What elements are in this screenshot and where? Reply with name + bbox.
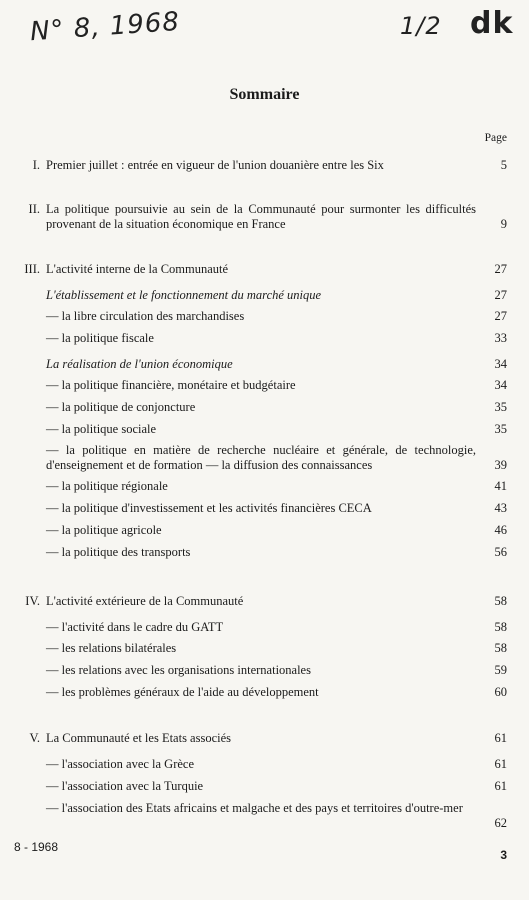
toc-text: — la politique en matière de recherche nucléaire et générale, de technologie, d'enseignement et de formation — la diffusion des connaissances: [46, 443, 476, 472]
toc-page: 61: [494, 757, 507, 771]
handwritten-fraction: 1/2: [400, 12, 442, 40]
toc-number: IV.: [25, 594, 40, 608]
toc-number: V.: [29, 731, 40, 745]
toc-text: L'activité interne de la Communauté: [46, 262, 229, 276]
toc-page: 34: [494, 357, 507, 371]
toc-page: 58: [494, 594, 507, 608]
toc-text: — la politique d'investissement et les activités financières CECA: [46, 501, 372, 515]
toc-text: — l'association avec la Grèce: [46, 757, 195, 771]
handwritten-issue-number: N° 8, 1968: [29, 6, 181, 48]
toc-page: 58: [494, 620, 507, 634]
toc-text: — les relations bilatérales: [46, 641, 177, 655]
toc-text: L'établissement et le fonctionnement du marché unique: [46, 288, 322, 302]
toc-text: L'activité extérieure de la Communauté: [46, 594, 244, 608]
toc-page: 62: [494, 816, 507, 830]
toc-page: 56: [494, 545, 507, 559]
toc-text: La Communauté et les Etats associés: [46, 731, 232, 745]
toc-page: 58: [494, 641, 507, 655]
toc-text: — la politique des transports: [46, 545, 191, 559]
toc-text: — les relations avec les organisations internationales: [46, 663, 311, 677]
toc-text: — la politique fiscale: [46, 331, 154, 345]
toc-page: 43: [494, 501, 507, 515]
toc-text: — la politique agricole: [46, 523, 162, 537]
page-column-label: Page: [484, 132, 507, 144]
toc-number: III.: [24, 262, 40, 276]
toc-text: — la politique financière, monétaire et budgétaire: [46, 378, 296, 392]
toc-text: — l'activité dans le cadre du GATT: [46, 620, 224, 634]
toc-page: 41: [494, 479, 507, 493]
toc-text: — la politique régionale: [46, 479, 168, 493]
toc-page: 46: [494, 523, 507, 537]
toc-page: 35: [494, 422, 507, 436]
page-title: Sommaire: [229, 86, 300, 103]
toc-page: 61: [494, 779, 507, 793]
toc-page: 35: [494, 400, 507, 414]
toc-page: 61: [494, 731, 507, 745]
toc-text: — la politique de conjoncture: [46, 400, 196, 414]
toc-number: II.: [28, 202, 40, 216]
toc-text: — la politique sociale: [46, 422, 157, 436]
toc-page: 27: [494, 288, 507, 302]
toc-page: 27: [494, 262, 507, 276]
toc-page: 59: [494, 663, 507, 677]
toc-number: I.: [32, 158, 40, 172]
toc-text: — l'association avec la Turquie: [46, 779, 204, 793]
toc-text: Premier juillet : entrée en vigueur de l'union douanière entre les Six: [46, 158, 384, 172]
footer-page-number: 3: [500, 848, 507, 862]
handwritten-mark: dk: [470, 6, 514, 41]
toc-text: La réalisation de l'union économique: [46, 357, 233, 371]
toc-text: — l'association des Etats africains et malgache et des pays et territoires d'outre-mer: [46, 801, 463, 815]
toc-page: 27: [494, 309, 507, 323]
toc-text: — la libre circulation des marchandises: [46, 309, 245, 323]
toc-page: 39: [494, 458, 507, 472]
toc-page: 5: [500, 158, 507, 172]
toc-page: 60: [494, 685, 507, 699]
toc-text: La politique poursuivie au sein de la Communauté pour surmonter les difficultés provenant de la situation économique en France: [46, 202, 476, 231]
toc-text: — les problèmes généraux de l'aide au développement: [46, 685, 319, 699]
footer-issue: 8 - 1968: [14, 840, 59, 854]
toc-page: 33: [494, 331, 507, 345]
toc-page: 9: [500, 217, 507, 231]
toc-page: 34: [494, 378, 507, 392]
